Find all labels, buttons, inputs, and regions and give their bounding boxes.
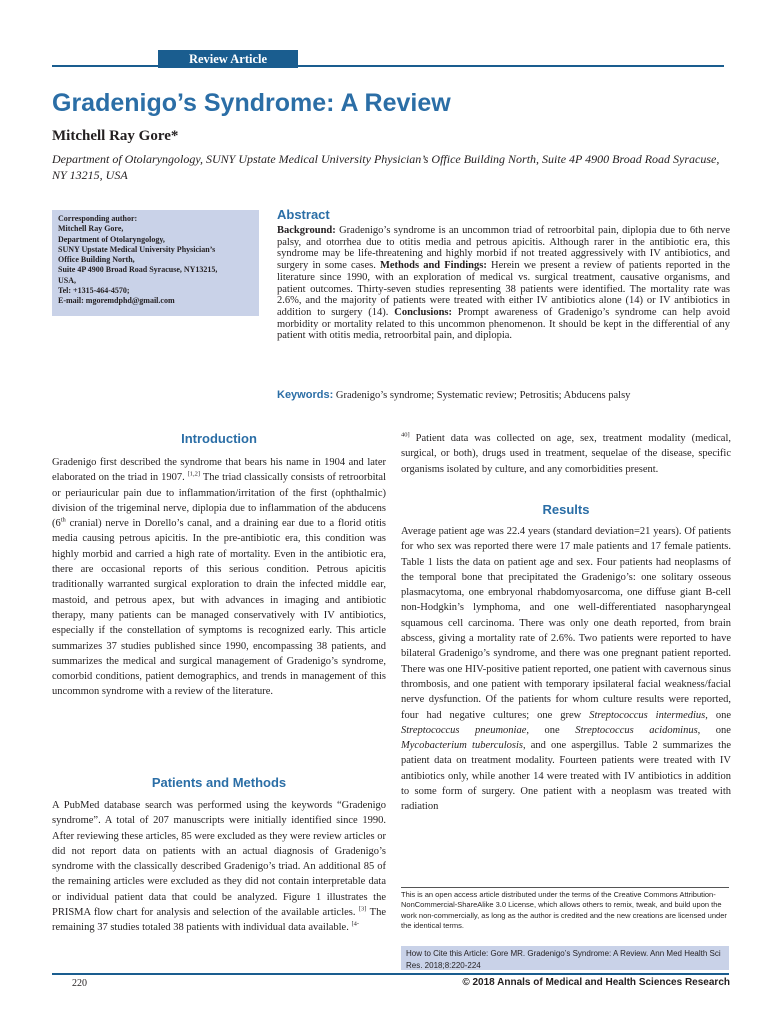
reference-marker: [1,2] bbox=[187, 470, 201, 478]
corresponding-line: Mitchell Ray Gore, bbox=[58, 224, 124, 234]
reference-marker: 40] bbox=[401, 431, 410, 439]
corresponding-line: SUNY Upstate Medical University Physician’s bbox=[58, 244, 216, 254]
abstract-body bbox=[277, 225, 730, 342]
results-text: , and one aspergillus. Table 2 summarizes the patient data on treatment modality. Fourteen patients were treated with IV antibiotics only, while another 14 were treated with IV antibiotics in addition to some form of surgery. One patient with a neoplasm was treated with radiation bbox=[401, 740, 731, 813]
results-text: , one bbox=[705, 709, 731, 721]
corresponding-line: USA, bbox=[58, 275, 77, 285]
corresponding-line: Suite 4P 4900 Broad Road Syracuse, NY13215, bbox=[58, 265, 218, 275]
corresponding-line: Office Building North, bbox=[58, 255, 135, 265]
abstract-conclusions-label: Conclusions: bbox=[394, 306, 452, 318]
results-heading: Results bbox=[542, 502, 590, 517]
page-number: 220 bbox=[72, 978, 87, 989]
corresponding-heading: Corresponding author: bbox=[58, 214, 138, 223]
license-notice: This is an open access article distributed under the terms of the Creative Commons Attribution-NonCommercial-ShareAlike 3.0 License, which allows others to remix, tweak, and build upon the work non-commercially, as long as the author is credited and the new creations are licensed under the identical terms. bbox=[401, 887, 729, 931]
intro-text: The triad classically consists of retroorbital or periauricular pain due to inflammation/irritation of the first (ophthalmic) division of the trigeminal nerve, diplopia due to inflammation of the abducens (6 bbox=[52, 472, 386, 530]
journal-name: © 2018 Annals of Medical and Health Sciences Research bbox=[462, 977, 730, 988]
introduction-heading: Introduction bbox=[181, 431, 257, 446]
abstract-methods-label: Methods and Findings: bbox=[379, 260, 487, 272]
author-affiliation: Department of Otolaryngology, SUNY Upstate Medical University Physician’s Office Building North, Suite 4P 4900 Broad Road Syracuse, NY 13215, USA bbox=[52, 152, 720, 182]
abstract-methods: Herein we present a review of patients reported in the literature since 1990, with an exploration of medical vs. surgical treatment, causative organisms, and patient outcomes. Thirty-seven studies representing 38 patients were identified. The mortality rate was 2.6%, and the majority of patients were treated with either IV antibiotics alone (14) or IV antibiotics in addition to surgery (14). bbox=[277, 260, 730, 318]
keywords-label: Keywords: bbox=[277, 389, 334, 401]
corresponding-author-box bbox=[52, 210, 259, 316]
results-text: , one bbox=[526, 724, 576, 736]
footer-rule bbox=[52, 973, 729, 975]
article-type-tab: Review Article bbox=[158, 50, 298, 68]
abstract-background: Gradenigo’s syndrome is an uncommon triad of retroorbital pain, diplopia due to 6th nerve palsy, and otorrhea due to otitis media and petrous apicitis. Although rarer in the antibiotic era, this syndrome may be life-threatening and highly morbid if not treated aggressively with IV antibiotics, and surgery in some cases. bbox=[277, 225, 730, 272]
author-name: Mitchell Ray Gore* bbox=[52, 128, 179, 144]
methods-heading: Patients and Methods bbox=[151, 775, 287, 790]
citation-box: How to Cite this Article: Gore MR. Gradenigo’s Syndrome: A Review. Ann Med Health Sci Res. 2018;8:220-224 bbox=[401, 946, 729, 970]
organism-name: Mycobacterium tuberculosis bbox=[401, 740, 523, 752]
abstract-heading: Abstract bbox=[277, 207, 330, 222]
results-body bbox=[401, 524, 731, 815]
abstract-background-label: Background: bbox=[277, 225, 336, 236]
header-rule bbox=[52, 65, 724, 67]
superscript: th bbox=[60, 516, 66, 524]
corresponding-line: Department of Otolaryngology, bbox=[58, 234, 165, 244]
corresponding-line: Tel: +1315-464-4570; bbox=[58, 286, 130, 296]
intro-text: Gradenigo first described the syndrome that bears his name in 1904 and later elaborated on the triad in 1907. bbox=[52, 457, 386, 484]
corresponding-email: E-mail: mgoremdphd@gmail.com bbox=[58, 296, 175, 306]
methods-text: A PubMed database search was performed using the keywords “Gradenigo syndrome”. A total of 207 manuscripts were initially identified since 1990. After reviewing these articles, 85 were excluded as they were review articles or did not report data on patients with an actual diagnosis of Gradenigo’s syndrome with the classically described Gradenigo’s triad. An additional 85 of the remaining articles were excluded as they did not contain interpretable data or individual patient data that could be analyzed. Figure 1 illustrates the PRISMA flow chart for analysis and selection of the available articles. bbox=[52, 800, 386, 919]
methods-text: The remaining 37 studies totaled 38 patients with individual data available. bbox=[52, 907, 386, 934]
abstract-conclusions: Prompt awareness of Gradenigo’s syndrome can help avoid morbidity or mortality related to this uncommon phenomenon. It should be kept in the differential of any patient with otitis media, retroorbital pain, and diplopia. bbox=[277, 306, 730, 342]
organism-name: Streptococcus acidominus bbox=[575, 724, 698, 736]
organism-name: Streptococcus pneumoniae bbox=[401, 724, 527, 736]
intro-text: cranial) nerve in Dorello’s canal, and a draining ear due to a florid otitis media causing petrous apicitis. In the pre-antibiotic era, this condition was highly morbid and carried a high rate of mortality. Even in the antibiotic era, there are occasional reports of this serious condition. Petrous apicitis traditionally warranted surgical exploration to drain the infected middle ear, mastoid, and petrous apex, but with advances in imaging and antibiotic therapy, many patients can be managed conservatively with IV antibiotics, especially if the constellation of symptoms is recognized early. This article summarizes 37 studies published since 1990, encompassing 38 patients, and summarizes the medical and surgical management of Gradenigo’s syndrome, comorbid conditions, patient demographics, and trends in management of this uncommon syndrome with a review of the literature. bbox=[52, 518, 386, 698]
results-text: Average patient age was 22.4 years (standard deviation=21 years). Of patients for who sex was reported there were 17 male patients and 17 female patients. Table 1 lists the data on patient age and sex. Four patients had neoplasms of the temporal bone that precipitated the Gradenigo’s: one solitary osseous plasmacytoma, one embryonal rhabdomyosarcoma, one diffuse giant B-cell non-Hodgkin’s lymphoma, and one well-differentiated nasopharyngeal squamous cell carcinoma. There was only one death reported, from brain abscess, giving a mortality rate of 2.6%. Two patients were reported to have bilateral Gradenigo’s syndrome, and there was one pregnant patient reported. There was one HIV-positive patient reported, one patient with cavernous sinus thrombosis, and one patient with temporary ipsilateral facial weakness/facial nerve dysfunction. Of the patients for whom culture results were reported, four had negative cultures; one grew bbox=[401, 526, 731, 721]
methods-body-continued bbox=[401, 431, 731, 477]
methods-text: Patient data was collected on age, sex, treatment modality (medical, surgical, or both), drugs used in treatment, sequelae of the disease, specific organisms isolated by culture, and any comorbidities present. bbox=[401, 433, 731, 475]
organism-name: Streptococcus intermedius bbox=[589, 709, 706, 721]
reference-marker: [4- bbox=[351, 920, 360, 928]
keywords-text: Gradenigo’s syndrome; Systematic review; Petrositis; Abducens palsy bbox=[333, 390, 631, 401]
introduction-body bbox=[52, 455, 386, 700]
methods-body bbox=[52, 798, 386, 936]
results-text: , one bbox=[697, 724, 731, 736]
reference-marker: [3] bbox=[358, 905, 367, 913]
article-title: Gradenigo’s Syndrome: A Review bbox=[52, 89, 451, 117]
keywords bbox=[277, 389, 730, 401]
